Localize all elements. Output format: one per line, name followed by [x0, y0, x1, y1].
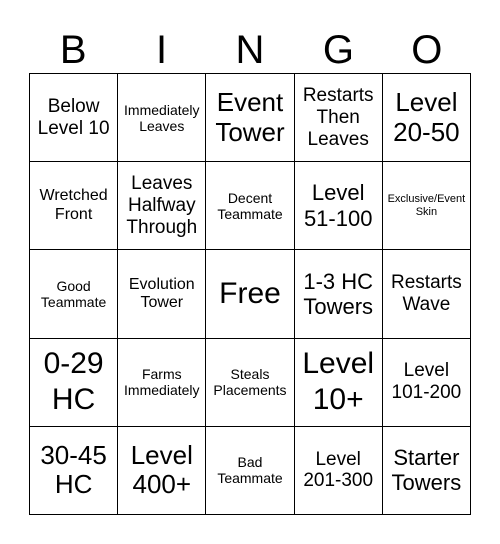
header-letter-g: G [322, 28, 354, 72]
cell-text: Level 20-50 [393, 86, 460, 147]
bingo-cell[interactable] [30, 339, 118, 427]
bingo-cell[interactable] [383, 250, 471, 338]
cell-text: Steals Placements [213, 366, 287, 399]
cell-text: Event Tower [215, 86, 285, 147]
bingo-cell[interactable] [30, 74, 118, 162]
cell-text: 30-45 HC [40, 439, 107, 500]
bingo-cell[interactable] [383, 339, 471, 427]
bingo-cell[interactable] [295, 339, 383, 427]
bingo-cell[interactable] [30, 427, 118, 515]
bingo-cell[interactable] [118, 162, 206, 250]
bingo-cell[interactable] [383, 162, 471, 250]
bingo-cell[interactable] [118, 250, 206, 338]
cell-text: Exclusive/Event Skin [387, 193, 466, 218]
cell-text: Restarts Then Leaves [302, 84, 374, 150]
cell-text: Good Teammate [40, 277, 107, 310]
free-space[interactable] [206, 250, 294, 338]
cell-text: Level 10+ [302, 347, 375, 417]
bingo-cell[interactable] [295, 162, 383, 250]
cell-text: 0-29 HC [43, 347, 104, 417]
cell-text: Evolution Tower [128, 275, 195, 311]
cell-text: Level 101-200 [391, 360, 462, 404]
bingo-cell[interactable] [295, 74, 383, 162]
bingo-cell[interactable] [206, 339, 294, 427]
cell-text: Restarts Wave [391, 272, 462, 315]
bingo-grid [29, 73, 471, 515]
cell-text: Wretched Front [39, 187, 108, 223]
header-letter-i: I [156, 28, 168, 72]
cell-text: Below Level 10 [37, 95, 110, 139]
cell-text: Bad Teammate [217, 454, 283, 487]
cell-text: Immediately Leaves [124, 101, 200, 134]
header-letter-b: B [59, 28, 87, 72]
bingo-cell[interactable] [206, 427, 294, 515]
cell-text: 1-3 HC Towers [303, 268, 374, 319]
bingo-cell[interactable] [206, 74, 294, 162]
bingo-cell[interactable] [383, 74, 471, 162]
cell-text: Level 201-300 [303, 448, 374, 492]
header-letter-n: N [235, 28, 265, 72]
bingo-cell[interactable] [118, 427, 206, 515]
cell-text: Leaves Halfway Through [126, 173, 198, 238]
bingo-cell[interactable] [383, 427, 471, 515]
bingo-cell[interactable] [118, 339, 206, 427]
cell-text: Level 51-100 [303, 180, 373, 231]
cell-text: Starter Towers [391, 445, 462, 496]
bingo-header [29, 28, 471, 72]
cell-text: Free [219, 276, 281, 310]
cell-text: Farms Immediately [124, 366, 200, 399]
cell-text: Level 400+ [130, 439, 193, 500]
header-letter-o: O [411, 28, 443, 72]
bingo-cell[interactable] [30, 250, 118, 338]
bingo-cell[interactable] [118, 74, 206, 162]
bingo-cell[interactable] [30, 162, 118, 250]
bingo-cell[interactable] [206, 162, 294, 250]
bingo-cell[interactable] [295, 250, 383, 338]
bingo-cell[interactable] [295, 427, 383, 515]
cell-text: Decent Teammate [217, 189, 283, 222]
